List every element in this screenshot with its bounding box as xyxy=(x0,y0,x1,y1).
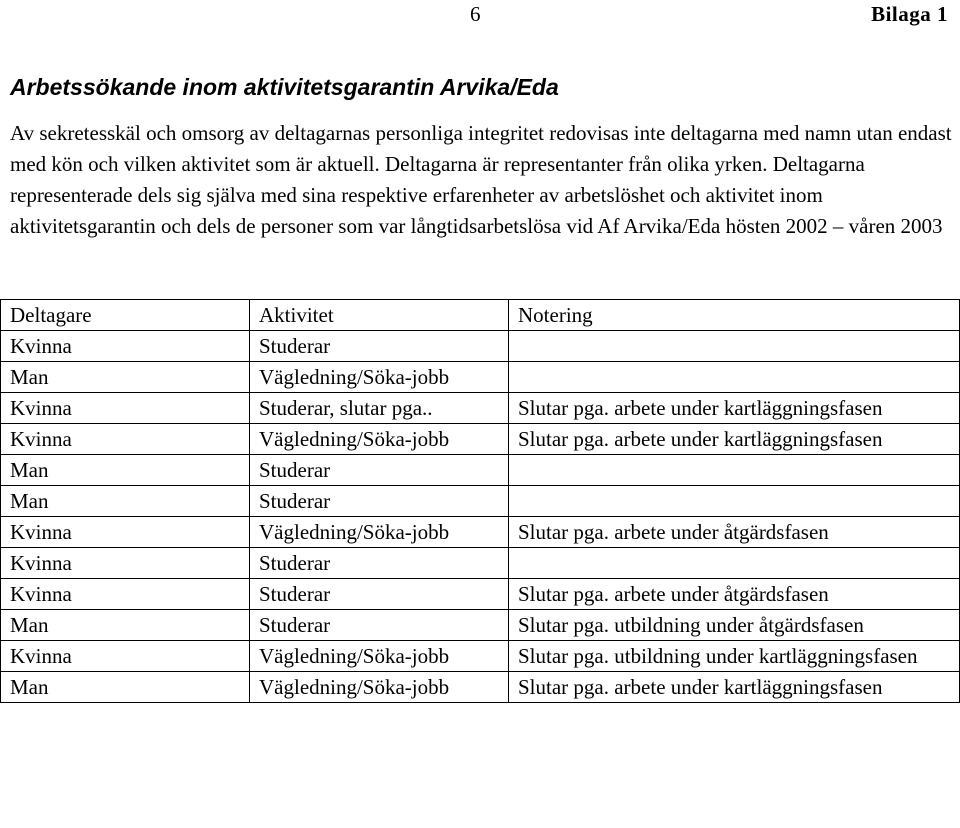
cell-notering: Slutar pga. arbete under åtgärdsfasen xyxy=(509,517,960,548)
cell-aktivitet: Studerar xyxy=(250,610,509,641)
table-row xyxy=(1,672,960,703)
cell-notering: Slutar pga. arbete under kartläggningsfasen xyxy=(509,393,960,424)
table-row xyxy=(1,424,960,455)
cell-deltagare: Kvinna xyxy=(1,424,250,455)
cell-notering: Slutar pga. arbete under kartläggningsfasen xyxy=(509,424,960,455)
header-aktivitet: Aktivitet xyxy=(250,300,509,331)
cell-deltagare: Man xyxy=(1,486,250,517)
table-header-row xyxy=(1,300,960,331)
header-deltagare: Deltagare xyxy=(1,300,250,331)
document-title: Arbetssökande inom aktivitetsgarantin Arvika/Eda xyxy=(10,74,559,100)
cell-aktivitet: Vägledning/Söka-jobb xyxy=(250,641,509,672)
cell-notering xyxy=(509,486,960,517)
cell-deltagare: Kvinna xyxy=(1,641,250,672)
cell-aktivitet: Vägledning/Söka-jobb xyxy=(250,362,509,393)
participants-table xyxy=(0,299,960,703)
table-row xyxy=(1,641,960,672)
cell-notering xyxy=(509,455,960,486)
cell-deltagare: Kvinna xyxy=(1,517,250,548)
cell-deltagare: Man xyxy=(1,610,250,641)
appendix-label: Bilaga 1 xyxy=(871,2,948,26)
cell-deltagare: Man xyxy=(1,362,250,393)
table-row xyxy=(1,517,960,548)
table-row xyxy=(1,548,960,579)
intro-paragraph: Av sekretesskäl och omsorg av deltagarnas personliga integritet redovisas inte deltagarna med namn utan endast med kön och vilken aktivitet som är aktuell. Deltagarna är representanter från olika yrken. Deltagarna representerade dels sig själva med sina respektive erfarenheter av arbetslöshet och aktivitet inom aktivitetsgarantin och dels de personer som var långtidsarbetslösa vid Af Arvika/Eda hösten 2002 – våren 2003 xyxy=(10,121,952,238)
table-row xyxy=(1,331,960,362)
cell-aktivitet: Vägledning/Söka-jobb xyxy=(250,517,509,548)
cell-deltagare: Kvinna xyxy=(1,331,250,362)
table-row xyxy=(1,362,960,393)
cell-deltagare: Man xyxy=(1,455,250,486)
participants-table-wrapper xyxy=(0,299,959,703)
cell-notering: Slutar pga. utbildning under åtgärdsfasen xyxy=(509,610,960,641)
cell-aktivitet: Studerar xyxy=(250,486,509,517)
cell-notering xyxy=(509,362,960,393)
cell-deltagare: Kvinna xyxy=(1,393,250,424)
cell-notering: Slutar pga. utbildning under kartläggningsfasen xyxy=(509,641,960,672)
table-row xyxy=(1,486,960,517)
header-notering: Notering xyxy=(509,300,960,331)
cell-aktivitet: Studerar, slutar pga.. xyxy=(250,393,509,424)
cell-notering: Slutar pga. arbete under åtgärdsfasen xyxy=(509,579,960,610)
table-row xyxy=(1,579,960,610)
cell-aktivitet: Studerar xyxy=(250,579,509,610)
cell-aktivitet: Vägledning/Söka-jobb xyxy=(250,424,509,455)
cell-deltagare: Man xyxy=(1,672,250,703)
cell-aktivitet: Studerar xyxy=(250,455,509,486)
cell-aktivitet: Studerar xyxy=(250,331,509,362)
cell-notering: Slutar pga. arbete under kartläggningsfasen xyxy=(509,672,960,703)
cell-notering xyxy=(509,548,960,579)
cell-deltagare: Kvinna xyxy=(1,548,250,579)
cell-aktivitet: Vägledning/Söka-jobb xyxy=(250,672,509,703)
page-number: 6 xyxy=(470,2,481,26)
table-row xyxy=(1,393,960,424)
cell-aktivitet: Studerar xyxy=(250,548,509,579)
cell-deltagare: Kvinna xyxy=(1,579,250,610)
cell-notering xyxy=(509,331,960,362)
table-row xyxy=(1,610,960,641)
table-row xyxy=(1,455,960,486)
